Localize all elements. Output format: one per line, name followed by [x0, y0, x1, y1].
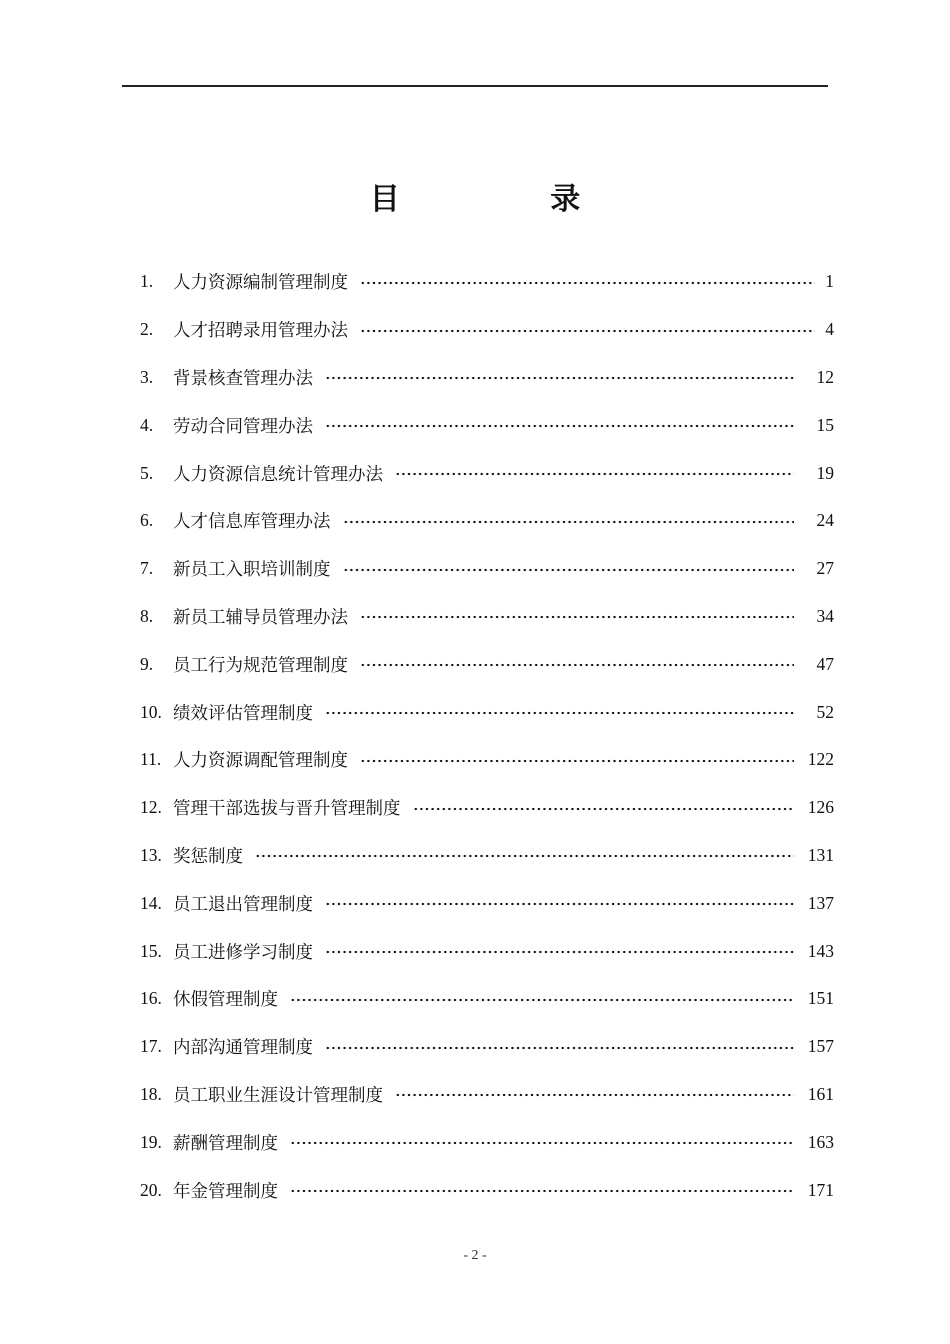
toc-entry[interactable] — [140, 1023, 834, 1071]
toc-entry-page: 171 — [807, 1179, 834, 1200]
toc-entry-page: 24 — [816, 510, 834, 531]
toc-leader-dots — [325, 1046, 794, 1050]
toc-entry-title[interactable]: 人才信息库管理办法 — [173, 512, 331, 533]
toc-entry-title[interactable]: 薪酬管理制度 — [173, 1133, 278, 1154]
toc-entry-number: 15. — [140, 940, 162, 961]
toc-entry[interactable] — [140, 545, 834, 593]
toc-entry[interactable] — [140, 832, 834, 880]
toc-leader-dots — [325, 902, 794, 906]
toc-entry-number: 20. — [140, 1179, 162, 1200]
toc-entry[interactable] — [140, 784, 834, 832]
toc-entry-number: 16. — [140, 988, 162, 1009]
toc-entry-page: 19 — [816, 462, 834, 483]
toc-entry-number: 11. — [140, 749, 162, 770]
toc-entry-number: 5. — [140, 462, 154, 483]
toc-entry-title[interactable]: 人力资源信息统计管理办法 — [173, 464, 383, 485]
toc-entry-title[interactable]: 内部沟通管理制度 — [173, 1038, 313, 1059]
toc-entry-title[interactable]: 新员工辅导员管理办法 — [173, 607, 348, 628]
toc-leader-dots — [360, 615, 794, 619]
toc-entry-number: 14. — [140, 892, 162, 913]
toc-entry-title[interactable]: 新员工入职培训制度 — [173, 560, 331, 581]
toc-entry-page: 151 — [807, 988, 834, 1009]
toc-entry[interactable] — [140, 593, 834, 641]
toc-entry[interactable] — [140, 927, 834, 975]
toc-entry-page: 161 — [807, 1083, 834, 1104]
toc-leader-dots — [413, 807, 795, 811]
toc-leader-dots — [395, 472, 794, 476]
toc-entry-title[interactable]: 员工进修学习制度 — [173, 942, 313, 963]
toc-entry[interactable] — [140, 401, 834, 449]
toc-entry-page: 52 — [816, 701, 834, 722]
page-number: - 2 - — [463, 1248, 487, 1263]
toc-leader-dots — [360, 329, 815, 333]
toc-entry-title[interactable]: 劳动合同管理办法 — [173, 416, 313, 437]
toc-leader-dots — [255, 854, 794, 858]
toc-leader-dots — [360, 759, 794, 763]
toc-entry-number: 3. — [140, 366, 154, 387]
toc-entry-title[interactable]: 年金管理制度 — [173, 1181, 278, 1202]
toc-entry-page: 126 — [807, 797, 834, 818]
toc-entry[interactable] — [140, 736, 834, 784]
toc-leader-dots — [343, 568, 795, 572]
toc-entry-title[interactable]: 员工行为规范管理制度 — [173, 655, 348, 676]
toc-entry-number: 19. — [140, 1131, 162, 1152]
toc-entry[interactable] — [140, 306, 834, 354]
toc-entry[interactable] — [140, 975, 834, 1023]
toc-entry-number: 13. — [140, 844, 162, 865]
toc-entry-page: 163 — [807, 1131, 834, 1152]
toc-entry-number: 6. — [140, 510, 154, 531]
toc-leader-dots — [360, 663, 794, 667]
toc-leader-dots — [290, 1189, 794, 1193]
toc-entry[interactable] — [140, 497, 834, 545]
toc-entry-page: 34 — [816, 605, 834, 626]
toc-leader-dots — [325, 950, 794, 954]
toc-entry-page: 122 — [807, 749, 834, 770]
toc-entry[interactable] — [140, 354, 834, 402]
toc-entry[interactable] — [140, 449, 834, 497]
toc-entry[interactable] — [140, 879, 834, 927]
toc-entry-page: 27 — [816, 558, 834, 579]
toc-entry-title[interactable]: 人力资源调配管理制度 — [173, 751, 348, 772]
toc-entry[interactable] — [140, 640, 834, 688]
toc-entry-page: 47 — [816, 653, 834, 674]
toc-entry[interactable] — [140, 1118, 834, 1166]
toc-entry-number: 12. — [140, 797, 162, 818]
toc-entry[interactable] — [140, 1071, 834, 1119]
toc-entry-page: 1 — [825, 271, 834, 292]
toc-entry-page: 143 — [807, 940, 834, 961]
toc-entry-number: 17. — [140, 1036, 162, 1057]
toc-entry-number: 18. — [140, 1083, 162, 1104]
toc-leader-dots — [325, 711, 794, 715]
toc-leader-dots — [325, 424, 794, 428]
toc-leader-dots — [395, 1093, 794, 1097]
toc-entry-title[interactable]: 员工退出管理制度 — [173, 894, 313, 915]
toc-entry-title[interactable]: 绩效评估管理制度 — [173, 703, 313, 724]
toc-entry-page: 15 — [816, 414, 834, 435]
toc-leader-dots — [325, 376, 794, 380]
toc-entry-title[interactable]: 员工职业生涯设计管理制度 — [173, 1085, 383, 1106]
toc-entry-number: 1. — [140, 271, 154, 292]
toc-entry-page: 157 — [807, 1036, 834, 1057]
toc-entry-number: 2. — [140, 319, 154, 340]
toc-entry[interactable] — [140, 258, 834, 306]
toc-entry-title[interactable]: 人才招聘录用管理办法 — [173, 321, 348, 342]
toc-list — [140, 258, 834, 1214]
toc-entry-page: 4 — [825, 319, 834, 340]
toc-entry-title[interactable]: 奖惩制度 — [173, 846, 243, 867]
toc-entry-title[interactable]: 背景核查管理办法 — [173, 368, 313, 389]
toc-entry-title[interactable]: 休假管理制度 — [173, 990, 278, 1011]
toc-title: 目 录 — [369, 182, 651, 217]
toc-leader-dots — [360, 281, 815, 285]
toc-entry-title[interactable]: 人力资源编制管理制度 — [173, 273, 348, 294]
toc-entry-number: 4. — [140, 414, 154, 435]
toc-entry[interactable] — [140, 688, 834, 736]
toc-entry-number: 8. — [140, 605, 154, 626]
toc-entry[interactable] — [140, 1166, 834, 1214]
toc-leader-dots — [343, 520, 795, 524]
toc-entry-page: 12 — [816, 366, 834, 387]
toc-entry-number: 9. — [140, 653, 154, 674]
toc-entry-page: 137 — [807, 892, 834, 913]
header-rule — [122, 85, 828, 87]
toc-entry-number: 10. — [140, 701, 162, 722]
toc-entry-title[interactable]: 管理干部选拔与晋升管理制度 — [173, 799, 401, 820]
toc-entry-page: 131 — [807, 844, 834, 865]
toc-entry-number: 7. — [140, 558, 154, 579]
toc-leader-dots — [290, 998, 794, 1002]
toc-leader-dots — [290, 1141, 794, 1145]
